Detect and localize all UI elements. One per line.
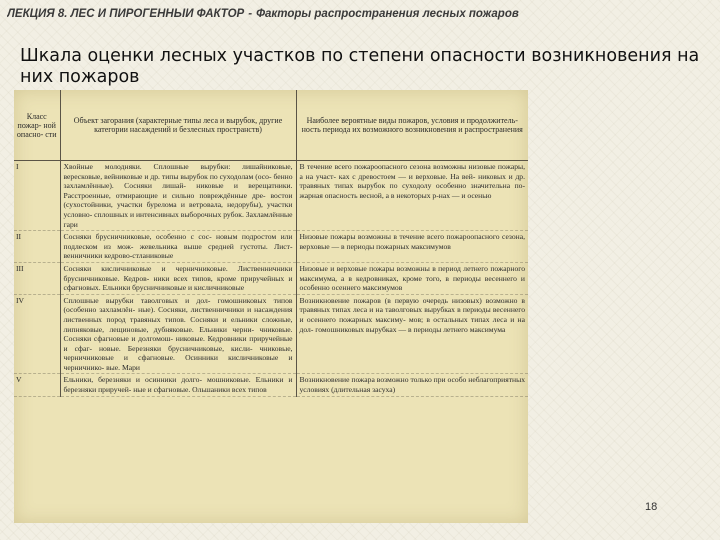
lecture-header: [7, 8, 713, 20]
table-row: [14, 374, 528, 396]
header-class: Класс пожар- ной опасно- сти: [14, 90, 60, 161]
table-row: [14, 231, 528, 263]
row-object: Ельники, березняки и осинники долго- мошниковые. Ельники и березняки приручей- ные и сфагновые. Ольшаники всех типов: [60, 374, 296, 396]
row-object: Сплошные вырубки таволговых и дол- гомошниковых типов (особенно захламлён- ные). Сосняки, лиственничники и насаждения лиственных пород травяных типов. Сосняки и ельники сложные, липняковые, лещиновые, дубняковые. Ельники черни- чниковые. Сосняки сфагновые и долгомош- никовые. Кедровники приручейные и сфаг- новые. Березняки брусничниковые, кисли- чниковые, черничниковые и сфагновые. Осинники кисличниковые и черничнико- вые. Мари: [60, 294, 296, 374]
page-number: 18: [645, 501, 658, 513]
row-class: III: [14, 262, 60, 294]
row-fire: В течение всего пожароопасного сезона возможны низовые пожары, а на участ- ках с древостоем — и верховые. На вей- никовых и др. травяных типах вырубок по суходолу особенно значительна по- жарная опасность весной, а в некоторых р-нах — и осенью: [296, 161, 528, 231]
row-fire: Возникновение пожаров (в первую очередь низовых) возможно в травяных типах леса и на таволговых вырубках в периоды весеннего и осеннего пожарных максиму- мов; в остальных типах леса и на дол- гомошниковых вырубках — в периоды летнего максимума: [296, 294, 528, 374]
header-fire-types: Наиболее вероятные виды пожаров, условия и продолжитель- ность периода их возможного возникновения и распространения: [296, 90, 528, 161]
table-row: [14, 262, 528, 294]
row-object: Хвойные молодняки. Сплошные вырубки: лишайниковые, вересковые, вейниковые и др. типы вырубок по суходолам (осо- бенно захламлённые). Сосняки лишай- никовые и верещатники. Расстроенные, отмирающие и сильно повреждённые дре- востои (сухостойники, участки бурелома и ветровала, недорубы), участки условно- сплошных и интенсивных выборочных рубок. Захламлённые гари: [60, 161, 296, 231]
table-row: [14, 161, 528, 231]
header-separator: -: [248, 8, 253, 20]
row-class: I: [14, 161, 60, 231]
row-object: Сосняки брусничниковые, особенно с сос- новым подростом или подлеском из мож- жевельника выше средней густоты. Лист- венничники кедрово-стланиковые: [60, 231, 296, 263]
row-class: V: [14, 374, 60, 396]
lecture-topic: Факторы распространения лесных пожаров: [256, 8, 519, 20]
row-class: IV: [14, 294, 60, 374]
header-object: Объект загорания (характерные типы леса и вырубок, другие категории насаждений и безлесных пространств): [60, 90, 296, 161]
table-header-row: [14, 90, 528, 161]
row-fire: Возникновение пожара возможно только при особо неблагоприятных условиях (длительная засуха): [296, 374, 528, 396]
lecture-title: ЛЕКЦИЯ 8. ЛЕС И ПИРОГЕННЫЙ ФАКТОР: [7, 8, 245, 20]
table-row: [14, 294, 528, 374]
row-object: Сосняки кисличниковые и черничниковые. Лиственничники брусничниковые. Кедров- ники всех типов, кроме приручейных и сфагновых. Ельники брусничниковые и кисличниковые: [60, 262, 296, 294]
row-fire: Низовые и верховые пожары возможны в период летнего пожарного максимума, а в кедровниках, кроме того, в периоды весеннего и особенно осеннего максимумов: [296, 262, 528, 294]
scanned-table-image: [14, 90, 528, 523]
row-fire: Низовые пожары возможны в течение всего пожароопасного сезона, верховые — в периоды пожарных максимумов: [296, 231, 528, 263]
slide-title: Шкала оценки лесных участков по степени опасности возникновения на них пожаров: [20, 46, 700, 87]
row-class: II: [14, 231, 60, 263]
fire-danger-scale-table: [14, 90, 528, 397]
